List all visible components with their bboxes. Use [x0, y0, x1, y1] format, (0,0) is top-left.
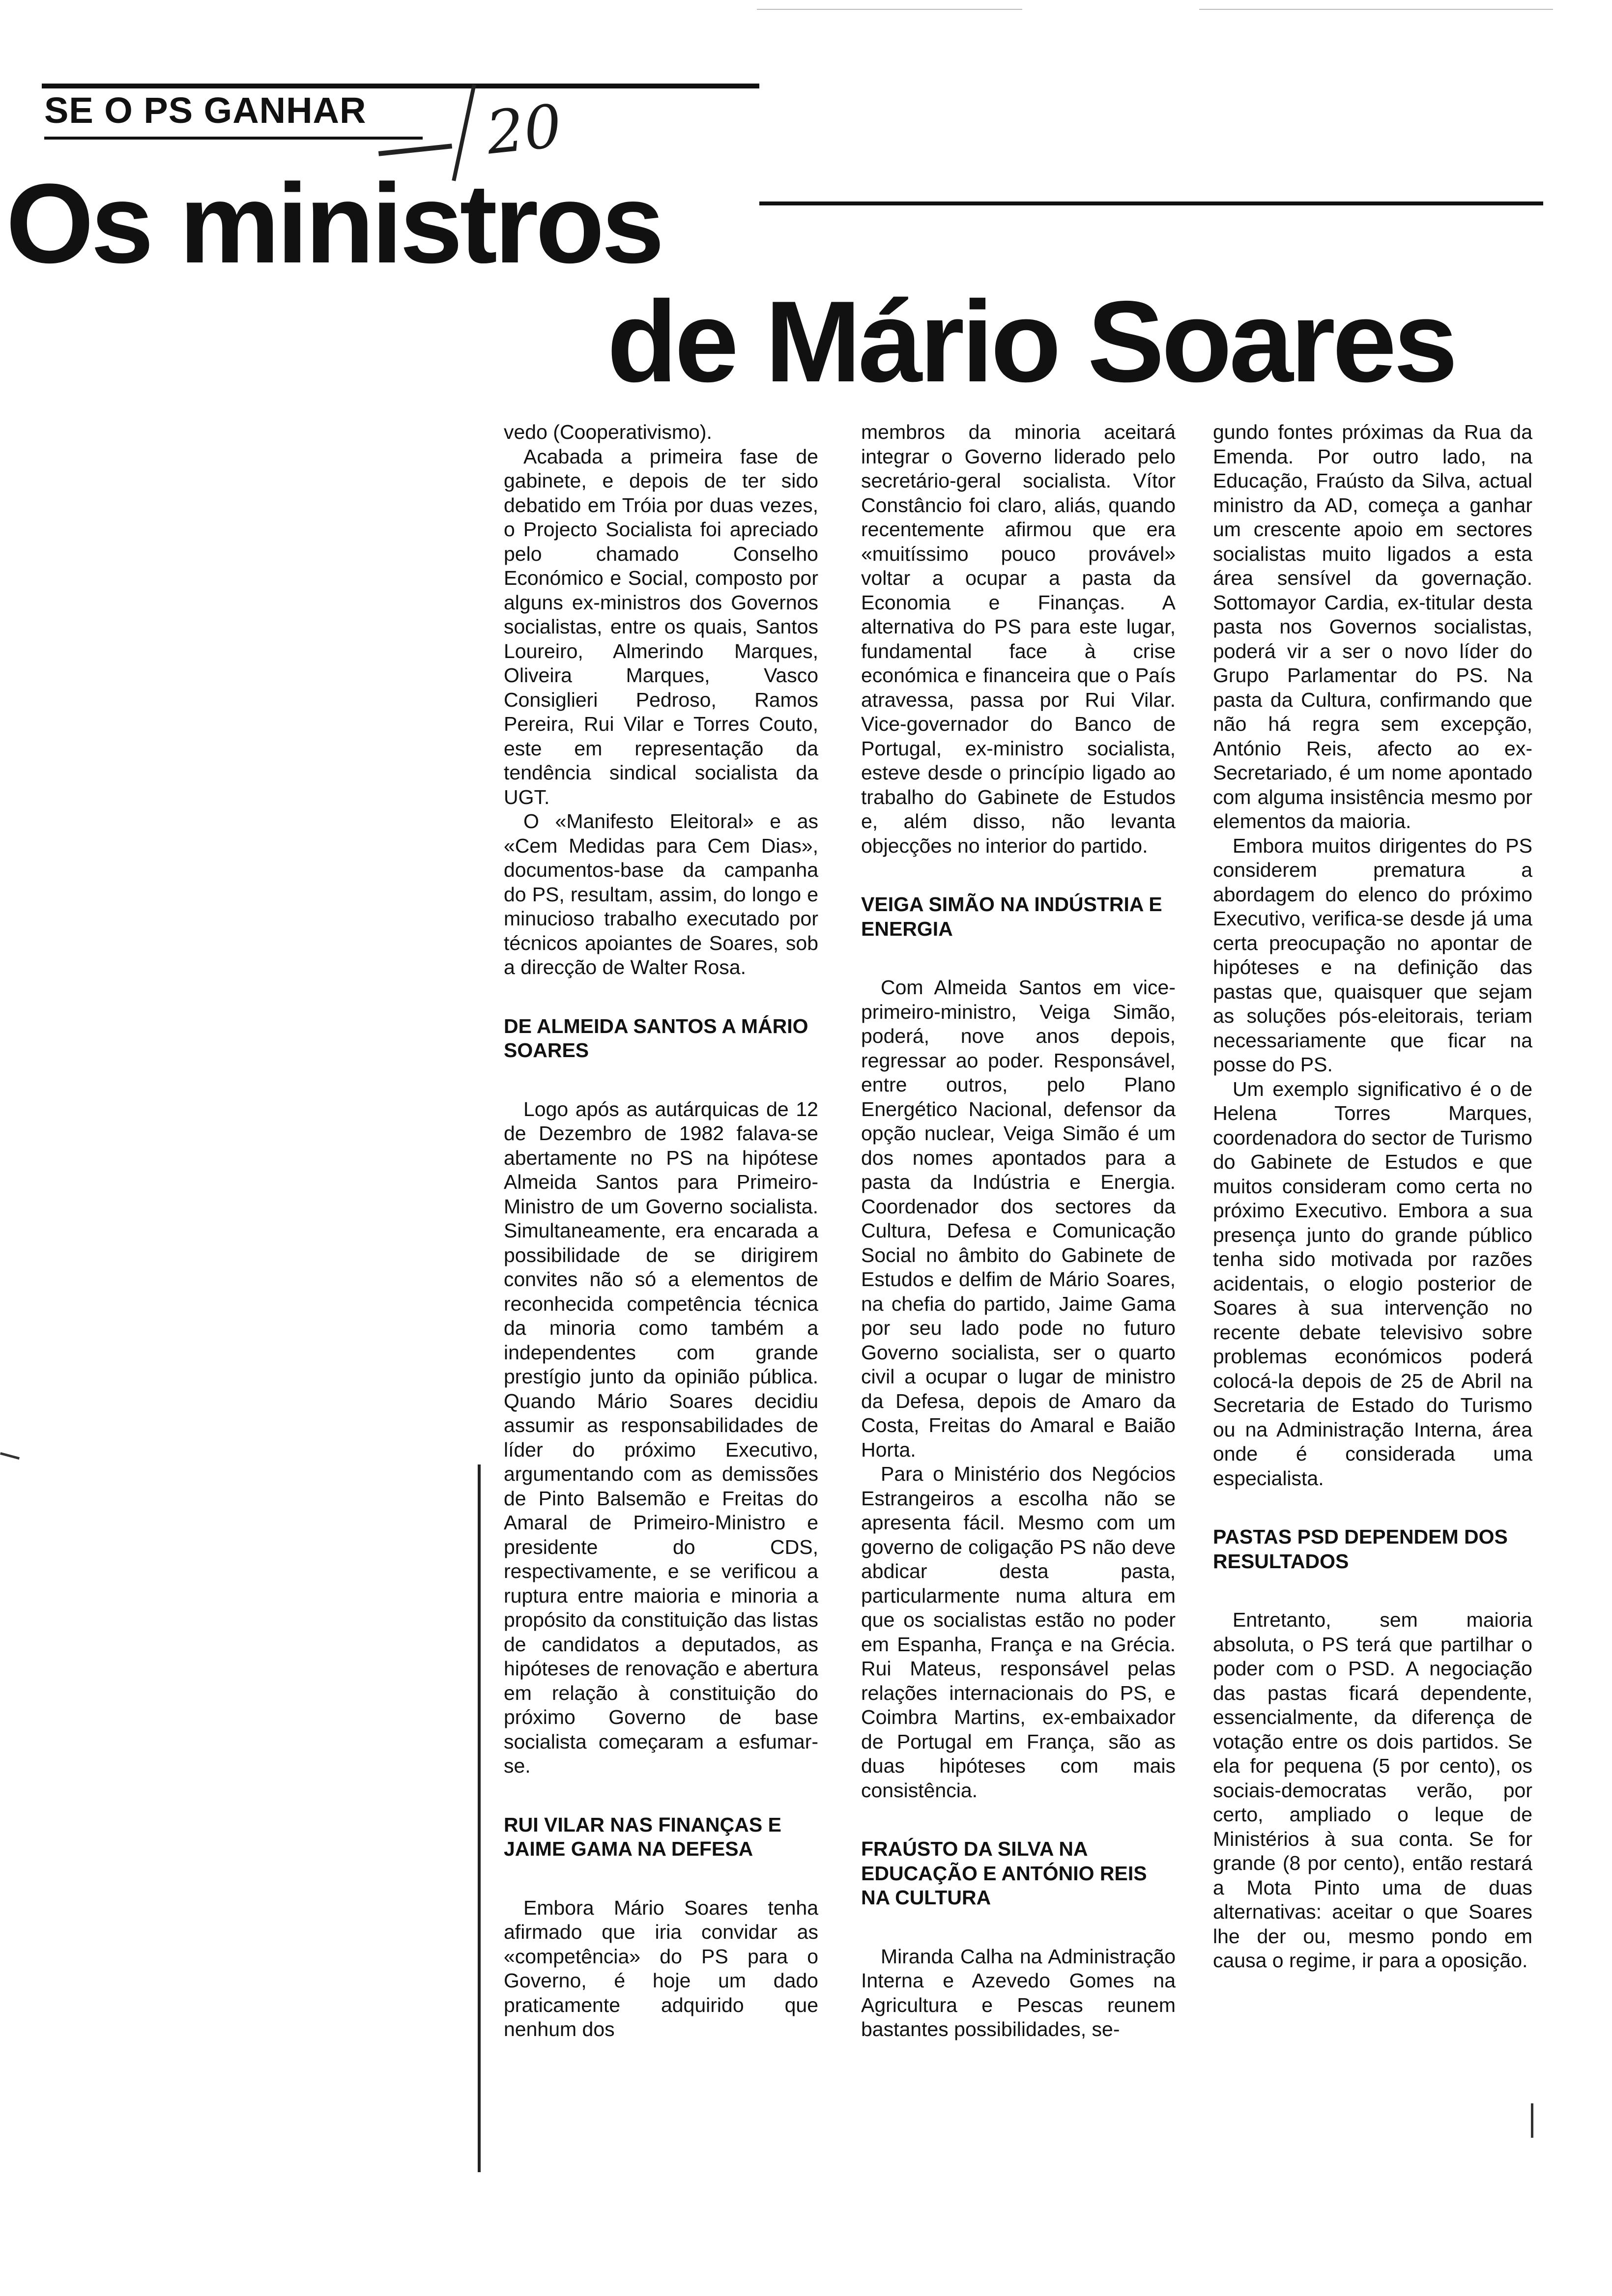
margin-tick-right [1531, 2103, 1533, 2138]
paragraph: Embora Mário Soares tenha afirmado que iria convidar as «competência» do PS para o Governo, é hoje um dado praticamente adquirido que nenhum dos [504, 1896, 818, 2040]
paragraph: membros da minoria aceitará integrar o Governo liderado pelo secretário-geral socialista. Vítor Constâncio foi claro, aliás, quando recentemente afirmou que era «muitíssimo pouco provável» voltar a ocupar a pasta da Economia e Finanças. A alternativa do PS para este lugar, fundamental face à crise económica e financeira que o País atravessa, passa por Rui Vilar. Vice-governador do Banco de Portugal, ex-ministro socialista, esteve desde o princípio ligado ao trabalho do Gabinete de Estudos e, além disso, não levanta objecções no interior do partido. [861, 421, 1176, 857]
article-column-3 [1213, 420, 1532, 1973]
kicker-underline [44, 137, 423, 140]
headline-line-2: de Mário Soares [607, 277, 1455, 406]
section-heading: DE ALMEIDA SANTOS A MÁRIO SOARES [504, 1014, 808, 1062]
margin-mark-bar [478, 1464, 481, 2172]
scan-artifact [757, 9, 1022, 10]
article-column-1 [504, 420, 818, 2042]
paragraph: Um exemplo significativo é o de Helena Torres Marques, coordenadora do sector de Turismo do Gabinete de Estudos e que muitos consideram como certa no próximo Executivo. Embora a sua presença junto do grande público tenha sido motivada por razões acidentais, o elogio posterior de Soares à sua intervenção no recente debate televisivo sobre problemas económicos poderá colocá-la depois de 25 de Abril na Secretaria de Estado do Turismo ou na Administração Interna, área onde é considerada uma especialista. [1213, 1077, 1532, 1490]
handwritten-note: 20 [483, 92, 565, 168]
paragraph: Embora muitos dirigentes do PS considerem prematura a abordagem do elenco do próximo Executivo, verifica-se desde já uma certa preocupação no apontar de hipóteses e na definição das pastas que, quaisquer que sejam as soluções pós-eleitorais, teriam necessariamente que ficar na posse do PS. [1213, 834, 1532, 1076]
section-heading: FRAÚSTO DA SILVA NA EDUCAÇÃO E ANTÓNIO REIS NA CULTURA [861, 1837, 1147, 1909]
paragraph: Entretanto, sem maioria absoluta, o PS terá que partilhar o poder com o PSD. A negociação das pastas ficará dependente, essencialmente, da diferença de votação entre os dois partidos. Se ela for pequena (5 por cento), os sociais-democratas verão, por certo, ampliado o leque de Ministérios à sua conta. Se for grande (8 por cento), então restará a Mota Pinto uma de duas alternativas: aceitar o que Soares lhe der ou, mesmo pondo em causa o regime, ir para a oposição. [1213, 1608, 1532, 1972]
section-heading: VEIGA SIMÃO NA INDÚSTRIA E ENERGIA [861, 893, 1162, 940]
top-rule [42, 84, 759, 88]
section-heading: RUI VILAR NAS FINANÇAS E JAIME GAMA NA DEFESA [504, 1813, 781, 1860]
paragraph: Para o Ministério dos Negócios Estrangeiros a escolha não se apresenta fácil. Mesmo com um governo de coligação PS não deve abdicar desta pasta, particularmente numa altura em que os socialistas estão no poder em Espanha, França e na Grécia. Rui Mateus, responsável pelas relações internacionais do PS, e Coimbra Martins, ex-embaixador de Portugal em França, são as duas hipóteses com mais consistência. [861, 1463, 1176, 1802]
paragraph: vedo (Cooperativismo). [504, 421, 712, 443]
paragraph: O «Manifesto Eleitoral» e as «Cem Medidas para Cem Dias», documentos-base da campanha do PS, resultam, assim, do longo e minucioso trabalho executado por técnicos apoiantes de Soares, sob a direcção de Walter Rosa. [504, 810, 818, 978]
handwritten-dash [378, 144, 452, 156]
paragraph: Miranda Calha na Administração Interna e Azevedo Gomes na Agricultura e Pescas reunem bastantes possibilidades, se- [861, 1945, 1176, 2040]
headline-rule [759, 201, 1543, 205]
section-kicker: SE O PS GANHAR [44, 90, 367, 131]
paragraph: Logo após as autárquicas de 12 de Dezembro de 1982 falava-se abertamente no PS na hipótese Almeida Santos para Primeiro-Ministro de um Governo socialista. Simultaneamente, era encarada a possibilidade de se dirigirem convites não só a elementos de reconhecida competência técnica da minoria como também a independentes com grande prestígio junto da opinião pública. Quando Mário Soares decidiu assumir as responsabilidades de líder do próximo Executivo, argumentando com as demissões de Pinto Balsemão e Freitas do Amaral de Primeiro-Ministro e presidente do CDS, respectivamente, e se verificou a ruptura entre maioria e minoria a propósito da constituição das listas de candidatos a deputados, as hipóteses de renovação e abertura em relação à constituição do próximo Governo de base socialista começaram a esfumar-se. [504, 1097, 818, 1777]
margin-tick [0, 1452, 20, 1460]
headline-line-1: Os ministros [6, 160, 662, 287]
scan-artifact [1199, 9, 1553, 10]
paragraph: gundo fontes próximas da Rua da Emenda. Por outro lado, na Educação, Fraústo da Silva, actual ministro da AD, começa a ganhar um crescente apoio em sectores socialistas muito ligados a esta área sensível da governação. Sottomayor Cardia, ex-titular desta pasta nos Governos socialistas, poderá vir a ser o novo líder do Grupo Parlamentar do PS. Na pasta da Cultura, confirmando que não há regra sem excepção, António Reis, afecto ao ex-Secretariado, é um nome apontado com alguma insistência mesmo por elementos da maioria. [1213, 421, 1532, 832]
paragraph: Acabada a primeira fase de gabinete, e depois de ter sido debatido em Tróia por duas vezes, o Projecto Socialista foi apreciado pelo chamado Conselho Económico e Social, composto por alguns ex-ministros dos Governos socialistas, entre os quais, Santos Loureiro, Almerindo Marques, Oliveira Marques, Vasco Consiglieri Pedroso, Ramos Pereira, Rui Vilar e Torres Couto, este em representação da tendência sindical socialista da UGT. [504, 445, 818, 808]
section-heading: PASTAS PSD DEPENDEM DOS RESULTADOS [1213, 1525, 1508, 1573]
article-column-2 [861, 420, 1176, 2042]
paragraph: Com Almeida Santos em vice-primeiro-ministro, Veiga Simão, poderá, nove anos depois, regressar ao poder. Responsável, entre outros, pelo Plano Energético Nacional, defensor da opção nuclear, Veiga Simão é um dos nomes apontados para a pasta da Indústria e Energia. Coordenador dos sectores da Cultura, Defesa e Comunicação Social no âmbito do Gabinete de Estudos e delfim de Mário Soares, na chefia do partido, Jaime Gama por seu lado pode no futuro Governo socialista, ser o quarto civil a ocupar o lugar de ministro da Defesa, depois de Amaro da Costa, Freitas do Amaral e Baião Horta. [861, 976, 1176, 1461]
